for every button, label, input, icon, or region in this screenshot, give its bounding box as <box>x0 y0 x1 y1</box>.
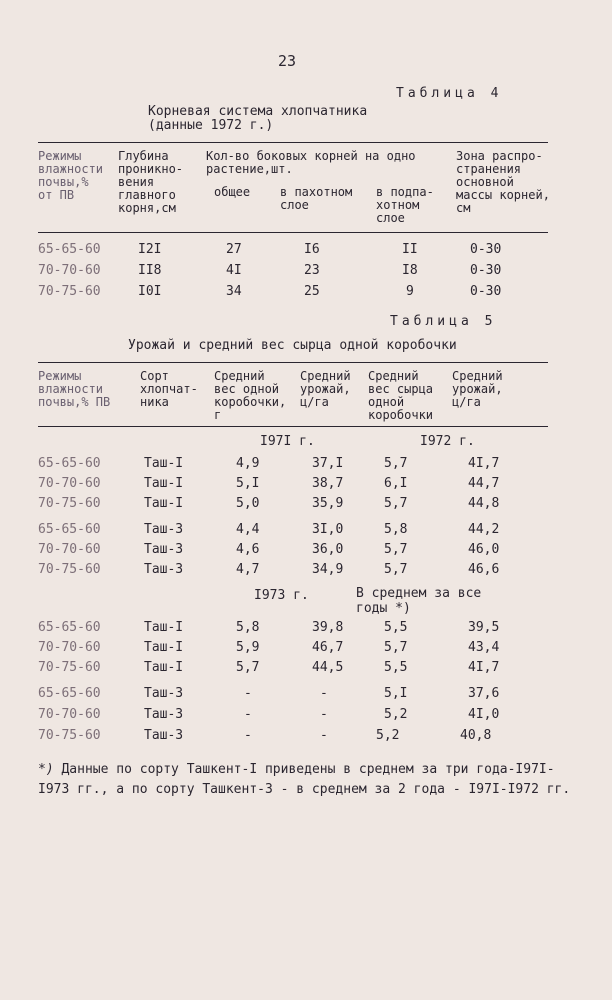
table5-header-yield-b: Средний урожай, ц/га <box>452 369 503 409</box>
table5-cell-mode: 70-70-60 <box>38 707 101 722</box>
table5-cell-boll-weight: 5,7 <box>384 456 408 471</box>
table4-cell-subplow: 9 <box>406 284 414 299</box>
table5-cell-boll-weight: 5,8 <box>236 620 260 635</box>
table5-cell-mode: 65-65-60 <box>38 686 101 701</box>
table5-cell-yield: 46,0 <box>468 542 500 557</box>
page-number: 23 <box>278 52 297 70</box>
table5-cell-yield: 35,9 <box>312 496 344 511</box>
table5-cell-yield: 3I,0 <box>312 522 344 537</box>
table5-cell-yield: 38,7 <box>312 476 344 491</box>
table5-cell-yield: 40,8 <box>460 728 492 743</box>
table5-cell-boll-weight: 5,I <box>384 686 408 701</box>
table5-cell-boll-weight: - <box>244 728 252 743</box>
table5-cell-yield: 37,I <box>312 456 344 471</box>
table4-cell-plow: 23 <box>304 263 320 278</box>
table4-header-mode: Режимы влажности почвы,% от ПВ <box>38 149 104 202</box>
table5-cell-boll-weight: 5,5 <box>384 660 408 675</box>
table5-cell-boll-weight: 4,9 <box>236 456 260 471</box>
table5-average-all-years: В среднем за все годы *) <box>356 586 482 616</box>
table5-year-1972: I972 г. <box>420 434 475 449</box>
table5-cell-boll-weight: 5,0 <box>236 496 260 511</box>
table5-cell-variety: Таш-3 <box>144 686 184 701</box>
table4-cell-total: 34 <box>226 284 242 299</box>
table5-cell-mode: 70-75-60 <box>38 660 101 675</box>
table5-cell-yield: 46,6 <box>468 562 500 577</box>
table5-cell-yield: 37,6 <box>468 686 500 701</box>
table5-cell-yield: 43,4 <box>468 640 500 655</box>
table5-cell-mode: 70-70-60 <box>38 476 101 491</box>
table4-header-lateral-roots: Кол-во боковых корней на одно растение,шт. <box>206 149 416 176</box>
table5-cell-yield: - <box>320 686 328 701</box>
table5-cell-variety: Таш-I <box>144 476 184 491</box>
table5-cell-boll-weight: 4,7 <box>236 562 260 577</box>
table5-cell-boll-weight: 5,7 <box>384 542 408 557</box>
footnote-text: Данные по сорту Ташкент-I приведены в среднем за три года-I97I-I973 гг., а по сорту Ташкент-3 - в среднем за 2 года - I97I-I972 гг. <box>38 762 571 797</box>
table5-cell-boll-weight: 5,I <box>236 476 260 491</box>
table4-cell-mode: 70-70-60 <box>38 263 101 278</box>
table5-cell-yield: 34,9 <box>312 562 344 577</box>
table5-cell-yield: 44,8 <box>468 496 500 511</box>
table5-cell-mode: 70-70-60 <box>38 542 101 557</box>
table4-cell-zone: 0-30 <box>470 284 502 299</box>
table5-cell-yield: 4I,7 <box>468 660 500 675</box>
table5-cell-variety: Таш-I <box>144 620 184 635</box>
table5-cell-variety: Таш-I <box>144 640 184 655</box>
table5-cell-yield: 4I,7 <box>468 456 500 471</box>
table5-cell-yield: 44,5 <box>312 660 344 675</box>
table5-cell-boll-weight: - <box>244 707 252 722</box>
footnote-marker: *) <box>38 762 54 777</box>
table5-cell-yield: - <box>320 728 328 743</box>
table4-cell-zone: 0-30 <box>470 242 502 257</box>
table4-cell-plow: 25 <box>304 284 320 299</box>
table5-cell-mode: 70-75-60 <box>38 728 101 743</box>
table4-title-line2: (данные 1972 г.) <box>148 118 274 133</box>
table4-cell-plow: I6 <box>304 242 320 257</box>
table5-cell-boll-weight: 5,8 <box>384 522 408 537</box>
table5-cell-yield: 4I,0 <box>468 707 500 722</box>
table5-header-mode: Режимы влажности почвы,% ПВ <box>38 369 111 409</box>
table5-cell-mode: 70-70-60 <box>38 640 101 655</box>
table4-header-rule <box>38 232 548 233</box>
table5-cell-boll-weight: 5,7 <box>384 562 408 577</box>
table5-cell-variety: Таш-I <box>144 496 184 511</box>
table4-header-depth: Глубина проникно- вения главного корня,см <box>118 149 184 215</box>
table4-cell-zone: 0-30 <box>470 263 502 278</box>
table5-title: Урожай и средний вес сырца одной коробочки <box>128 338 457 353</box>
table5-cell-boll-weight: 4,6 <box>236 542 260 557</box>
table4-header-root-zone: Зона распро- странения основной массы корней, см <box>456 149 550 215</box>
table4-cell-depth: I0I <box>138 284 162 299</box>
table5-cell-variety: Таш-I <box>144 456 184 471</box>
table5-cell-variety: Таш-3 <box>144 542 184 557</box>
table5-cell-boll-weight: 5,5 <box>384 620 408 635</box>
table4-cell-total: 27 <box>226 242 242 257</box>
table5-header-rule <box>38 426 548 427</box>
table4-cell-mode: 65-65-60 <box>38 242 101 257</box>
table5-year-1971: I97I г. <box>260 434 315 449</box>
table4-top-rule <box>38 142 548 143</box>
table5-cell-boll-weight: 5,7 <box>236 660 260 675</box>
table5-cell-yield: 39,5 <box>468 620 500 635</box>
table5-label: Таблица 5 <box>390 314 497 329</box>
table5-cell-variety: Таш-3 <box>144 562 184 577</box>
table4-title-line1: Корневая система хлопчатника <box>148 104 368 119</box>
table4-header-total: общее <box>214 185 251 199</box>
table5-cell-yield: 44,7 <box>468 476 500 491</box>
footnote <box>38 760 578 800</box>
table5-cell-boll-weight: 5,2 <box>384 707 408 722</box>
table5-header-variety: Сорт хлопчат- ника <box>140 369 198 409</box>
table5-cell-variety: Таш-I <box>144 660 184 675</box>
table4-label: Таблица 4 <box>396 86 503 101</box>
table5-cell-yield: 44,2 <box>468 522 500 537</box>
table5-top-rule <box>38 362 548 363</box>
table5-cell-yield: 39,8 <box>312 620 344 635</box>
table5-cell-mode: 70-75-60 <box>38 562 101 577</box>
table5-cell-boll-weight: 5,2 <box>376 728 400 743</box>
table4-cell-depth: I2I <box>138 242 162 257</box>
table5-cell-yield: 46,7 <box>312 640 344 655</box>
table4-cell-depth: II8 <box>138 263 162 278</box>
table5-cell-boll-weight: 4,4 <box>236 522 260 537</box>
table5-cell-mode: 65-65-60 <box>38 620 101 635</box>
table5-cell-boll-weight: 6,I <box>384 476 408 491</box>
table5-header-boll-weight-a: Средний вес одной коробочки, г <box>214 369 287 422</box>
table4-cell-subplow: I8 <box>402 263 418 278</box>
table5-cell-yield: - <box>320 707 328 722</box>
table4-header-subplow-layer: в подпа- хотном слое <box>376 185 434 225</box>
table5-cell-mode: 65-65-60 <box>38 522 101 537</box>
table5-cell-yield: 36,0 <box>312 542 344 557</box>
table5-cell-mode: 65-65-60 <box>38 456 101 471</box>
table5-header-yield-a: Средний урожай, ц/га <box>300 369 351 409</box>
table4-header-plow-layer: в пахотном слое <box>280 185 353 212</box>
table5-header-boll-weight-b: Средний вес сырца одной коробочки <box>368 369 434 422</box>
table4-cell-subplow: II <box>402 242 418 257</box>
table5-cell-boll-weight: 5,7 <box>384 496 408 511</box>
table5-cell-boll-weight: - <box>244 686 252 701</box>
table5-cell-variety: Таш-3 <box>144 707 184 722</box>
table5-cell-variety: Таш-3 <box>144 728 184 743</box>
table5-year-1973: I973 г. <box>254 588 309 603</box>
table4-cell-total: 4I <box>226 263 242 278</box>
table5-cell-boll-weight: 5,9 <box>236 640 260 655</box>
table4-cell-mode: 70-75-60 <box>38 284 101 299</box>
table5-cell-variety: Таш-3 <box>144 522 184 537</box>
table5-cell-boll-weight: 5,7 <box>384 640 408 655</box>
table5-cell-mode: 70-75-60 <box>38 496 101 511</box>
